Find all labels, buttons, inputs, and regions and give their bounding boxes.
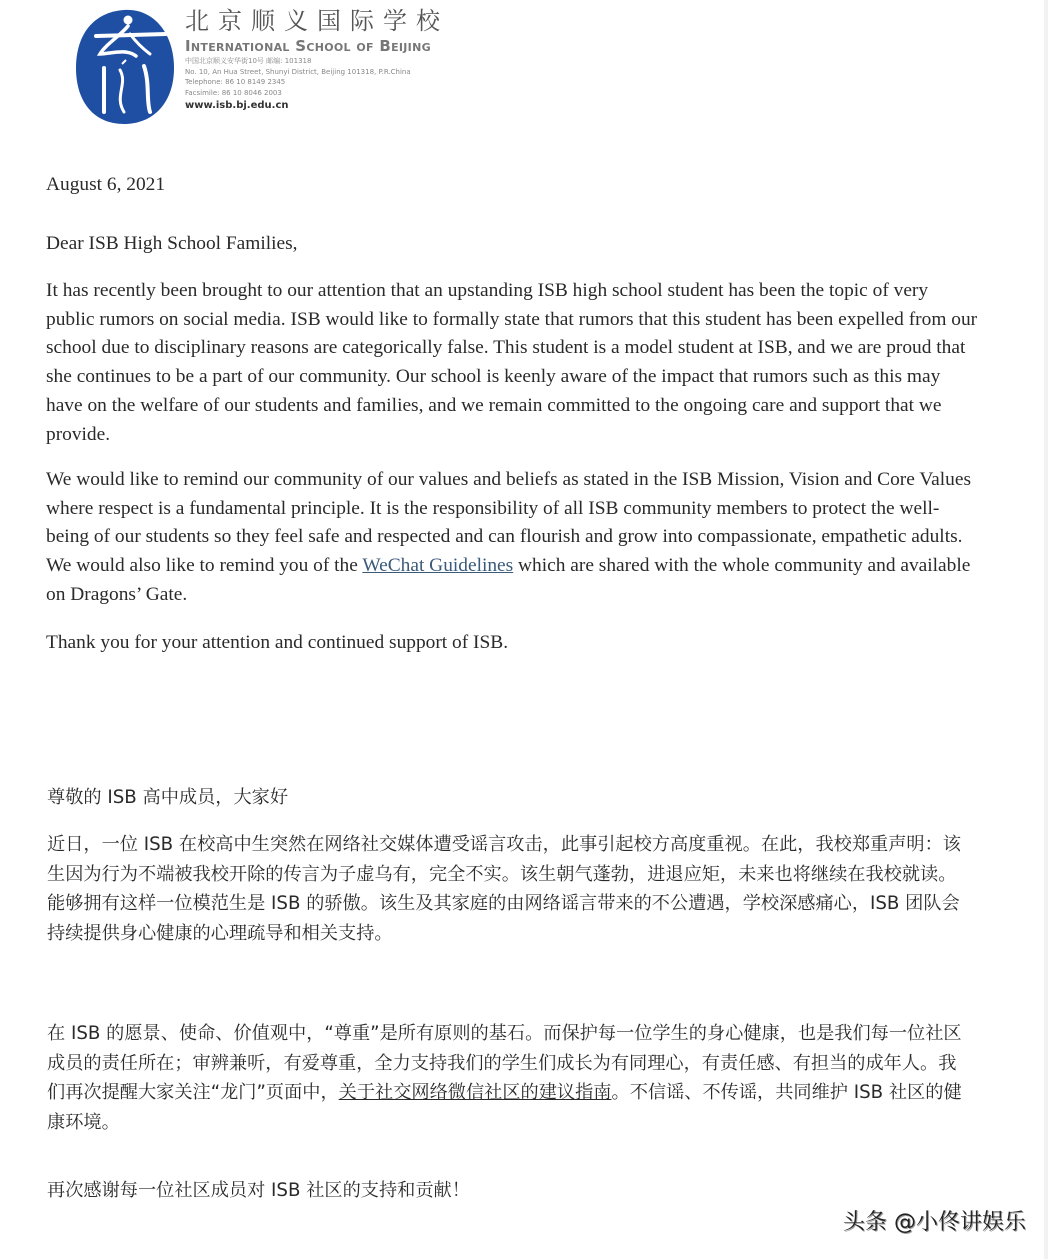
paragraph-en-2-tail: which are shared with the whole community and available on Dragons’ Gate. xyxy=(46,555,971,605)
address-cn: 中国北京顺义安华街10号 邮编: 101318 xyxy=(185,57,312,65)
salutation-cn: 尊敬的 ISB 高中成员，大家好 xyxy=(47,787,289,808)
school-name-en: International School of Beijing xyxy=(185,37,431,55)
isb-logo-icon xyxy=(70,4,178,128)
telephone: Telephone: 86 10 8149 2345 xyxy=(185,78,286,86)
website-link[interactable]: www.isb.bj.edu.cn xyxy=(185,100,289,111)
paragraph-cn-2-text: 在 ISB 的愿景、使命、价值观中，“尊重”是所有原则的基石。而保护每一位学生的身心健康，也是我们每一位社区成员的责任所在；审辨兼听，有爱尊重，全力支持我们的学生们成长为有同理心，有责任感、有担当的成年人。我们再次提醒大家关注“龙门”页面中， xyxy=(47,1023,962,1103)
guidelines-link-cn[interactable]: 关于社交网络微信社区的建议指南 xyxy=(338,1082,612,1103)
paragraph-en-1: It has recently been brought to our attention that an upstanding ISB high school student has been the topic of very public rumors on social media. ISB would like to formally state that rumors that this student has been expelled from our school due to disciplinary reasons are categorically false. This student is a model student at ISB, and we are proud that she continues to be a part of our community. Our school is keenly aware of the impact that rumors such as this may have on the welfare of our students and families, and we remain committed to the ongoing care and support that we provide. xyxy=(46,280,978,445)
paragraph-en-2-text: We would like to remind our community of our values and beliefs as stated in the ISB Mission, Vision and Core Values where respect is a fundamental principle. It is the responsibility of all ISB community members to protect the well-being of our students so they feel safe and respected and can flourish and grow into compassionate, empathetic adults. We would also like to remind you of the xyxy=(46,469,972,577)
paragraph-cn-2 xyxy=(47,1019,972,1137)
address-en: No. 10, An Hua Street, Shunyi District, Beijing 101318, P.R.China xyxy=(185,67,411,76)
facsimile: Facsimile: 86 10 8046 2003 xyxy=(185,88,282,97)
wechat-guidelines-link[interactable]: WeChat Guidelines xyxy=(362,555,514,577)
letter-date: August 6, 2021 xyxy=(46,174,166,195)
paragraph-cn-3: 再次感谢每一位社区成员对 ISB 社区的支持和贡献！ xyxy=(47,1180,470,1201)
letterhead xyxy=(60,0,520,135)
paragraph-cn-2-tail: 。不信谣、不传谣，共同维护 ISB 社区的健康环境。 xyxy=(47,1082,962,1133)
watermark: 头条 @小佟讲娱乐 xyxy=(843,1210,1026,1235)
paragraph-en-3: Thank you for your attention and continued support of ISB. xyxy=(46,632,509,653)
salutation-en: Dear ISB High School Families, xyxy=(46,233,298,254)
paragraph-en-2 xyxy=(46,466,981,610)
paragraph-cn-1: 近日，一位 ISB 在校高中生突然在网络社交媒体遭受谣言攻击，此事引起校方高度重视。在此，我校郑重声明：该生因为行为不端被我校开除的传言为子虚乌有，完全不实。该生朝气蓬勃，进退应矩，未来也将继续在我校就读。能够拥有这样一位模范生是 ISB 的骄傲。该生及其家庭的由网络谣言带来的不公遭遇，学校深感痛心，ISB 团队会持续提供身心健康的心理疏导和相关支持。 xyxy=(47,834,961,944)
school-name-cn: 北京顺义国际学校 xyxy=(185,7,449,35)
scrollbar[interactable] xyxy=(1044,0,1048,1259)
